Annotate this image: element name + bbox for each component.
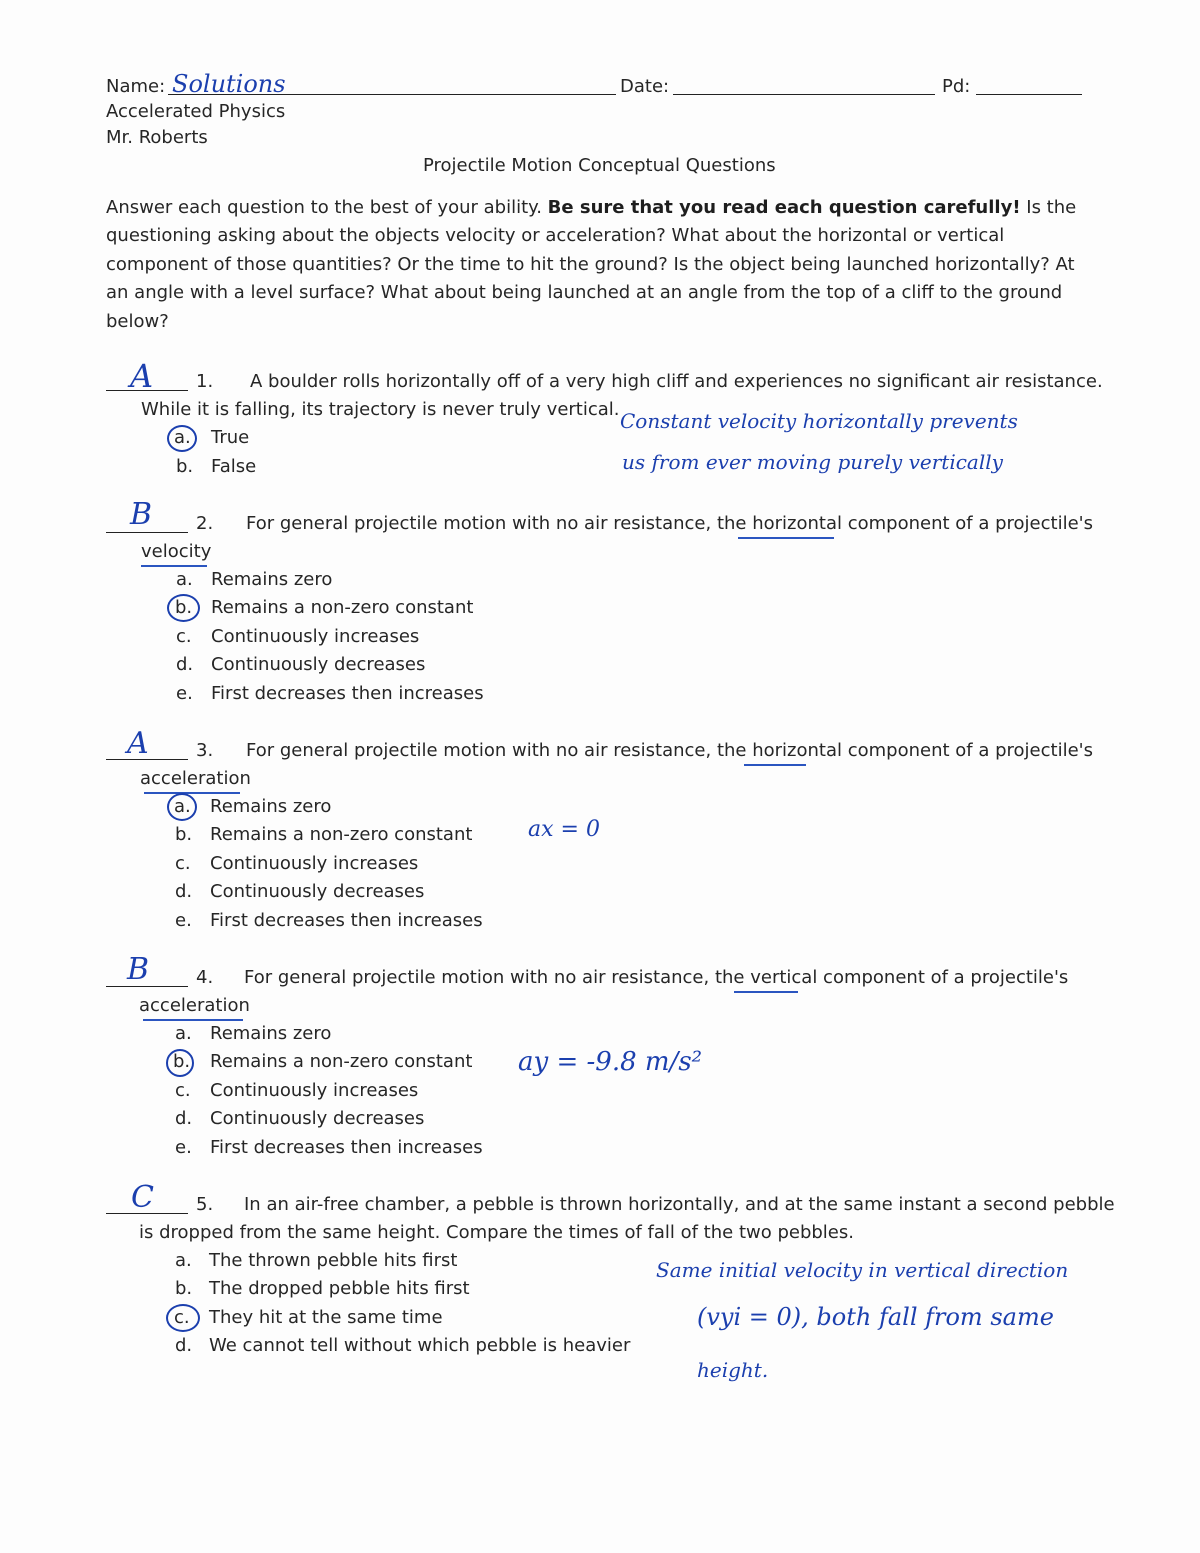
question-stem-2: For general projectile motion with no air resistance, the horizontal component of a projectile's — [246, 513, 1093, 534]
option-letter: a. — [174, 796, 191, 817]
option-text: First decreases then increases — [210, 1137, 483, 1158]
question-stem-1-cont: While it is falling, its trajectory is never truly vertical. — [141, 399, 620, 420]
option-text: Remains zero — [210, 1023, 332, 1044]
option-letter: d. — [176, 654, 194, 675]
option-letter: a. — [175, 1023, 192, 1044]
option-text: Remains zero — [210, 796, 332, 817]
option-letter: a. — [175, 1250, 192, 1271]
option-letter: a. — [174, 427, 191, 448]
option-text: The dropped pebble hits first — [209, 1278, 470, 1299]
question-number-5: 5. — [196, 1194, 214, 1215]
handwritten-note-5-line3: height. — [697, 1358, 769, 1382]
option-letter: c. — [176, 626, 192, 647]
question-stem-4-cont: acceleration — [139, 995, 250, 1016]
option-text: Continuously increases — [210, 1080, 419, 1101]
answer-blank-2[interactable] — [106, 532, 188, 533]
answer-handwritten-1: A — [130, 357, 154, 395]
option-letter: b. — [176, 456, 194, 477]
option-text: Continuously increases — [210, 853, 419, 874]
instructions-text: Answer each question to the best of your ability. — [106, 197, 542, 218]
question-number-4: 4. — [196, 967, 214, 988]
name-value-handwritten: Solutions — [172, 70, 286, 98]
option-text: Continuously increases — [211, 626, 420, 647]
handwritten-note-1-line2: us from ever moving purely vertically — [622, 450, 1003, 474]
option-text: Remains zero — [211, 569, 333, 590]
option-text: They hit at the same time — [209, 1307, 443, 1328]
option-letter: c. — [175, 853, 191, 874]
instructions-paragraph — [106, 194, 1091, 336]
option-letter: d. — [175, 881, 193, 902]
option-text: Remains a non-zero constant — [210, 824, 473, 845]
answer-handwritten-2: B — [130, 497, 153, 532]
option-text: The thrown pebble hits first — [209, 1250, 458, 1271]
question-stem-5: In an air-free chamber, a pebble is thrown horizontally, and at the same instant a second pebble — [244, 1194, 1115, 1215]
course-name: Accelerated Physics — [106, 101, 286, 122]
question-stem-5-cont: is dropped from the same height. Compare the times of fall of the two pebbles. — [139, 1222, 854, 1243]
instructions-text-continued: Is the questioning asking about the objects velocity or acceleration? What about the horizontal or vertical component of those quantities? Or the time to hit the ground? Is the object being launched horizontally? At an angle with a level surface? What about being launched at an angle from the top of a cliff to the ground below? — [106, 197, 1077, 332]
option-letter: c. — [175, 1080, 191, 1101]
period-blank-line[interactable] — [976, 94, 1082, 95]
option-letter: e. — [175, 910, 192, 931]
underline-velocity — [141, 565, 207, 567]
option-letter: e. — [176, 683, 193, 704]
option-text: Continuously decreases — [210, 1108, 425, 1129]
name-blank-line[interactable] — [168, 94, 616, 95]
option-letter: b. — [173, 1051, 191, 1072]
option-text: First decreases then increases — [210, 910, 483, 931]
question-number-2: 2. — [196, 513, 214, 534]
answer-handwritten-5: C — [131, 1180, 154, 1215]
underline-vertical — [734, 991, 798, 993]
handwritten-note-3: ax = 0 — [528, 817, 600, 842]
period-label: Pd: — [942, 76, 971, 97]
handwritten-note-5-line2: (vyi = 0), both fall from same — [697, 1303, 1054, 1331]
option-letter: b. — [175, 597, 193, 618]
option-letter: d. — [175, 1108, 193, 1129]
question-number-3: 3. — [196, 740, 214, 761]
question-number-1: 1. — [196, 371, 214, 392]
question-stem-4: For general projectile motion with no air resistance, the vertical component of a projectile's — [244, 967, 1069, 988]
handwritten-note-4: ay = -9.8 m/s² — [518, 1047, 703, 1077]
question-stem-1: A boulder rolls horizontally off of a very high cliff and experiences no significant air resistance. — [250, 371, 1103, 392]
teacher-name: Mr. Roberts — [106, 127, 208, 148]
option-text: Remains a non-zero constant — [211, 597, 474, 618]
underline-acceleration — [144, 792, 240, 794]
option-text: True — [211, 427, 250, 448]
option-letter: a. — [176, 569, 193, 590]
date-blank-line[interactable] — [673, 94, 935, 95]
option-text: We cannot tell without which pebble is heavier — [209, 1335, 631, 1356]
option-letter: b. — [175, 824, 193, 845]
option-letter: d. — [175, 1335, 193, 1356]
handwritten-note-5-line1: Same initial velocity in vertical direction — [656, 1258, 1069, 1282]
option-text: First decreases then increases — [211, 683, 484, 704]
option-letter: b. — [175, 1278, 193, 1299]
underline-horizontal — [744, 764, 806, 766]
instructions-bold: Be sure that you read each question carefully! — [547, 197, 1021, 218]
page-title: Projectile Motion Conceptual Questions — [423, 155, 776, 176]
option-text: False — [211, 456, 257, 477]
question-stem-3-cont: acceleration — [140, 768, 251, 789]
date-label: Date: — [620, 76, 670, 97]
answer-handwritten-3: A — [127, 726, 149, 761]
option-text: Remains a non-zero constant — [210, 1051, 473, 1072]
option-text: Continuously decreases — [210, 881, 425, 902]
underline-horizontal — [738, 537, 834, 539]
underline-acceleration — [143, 1019, 243, 1021]
answer-handwritten-4: B — [127, 952, 150, 987]
option-text: Continuously decreases — [211, 654, 426, 675]
option-letter: c. — [174, 1307, 190, 1328]
question-stem-3: For general projectile motion with no air resistance, the horizontal component of a projectile's — [246, 740, 1093, 761]
option-letter: e. — [175, 1137, 192, 1158]
name-label: Name: — [106, 76, 166, 97]
question-stem-2-cont: velocity — [141, 541, 212, 562]
handwritten-note-1-line1: Constant velocity horizontally prevents — [620, 409, 1018, 433]
